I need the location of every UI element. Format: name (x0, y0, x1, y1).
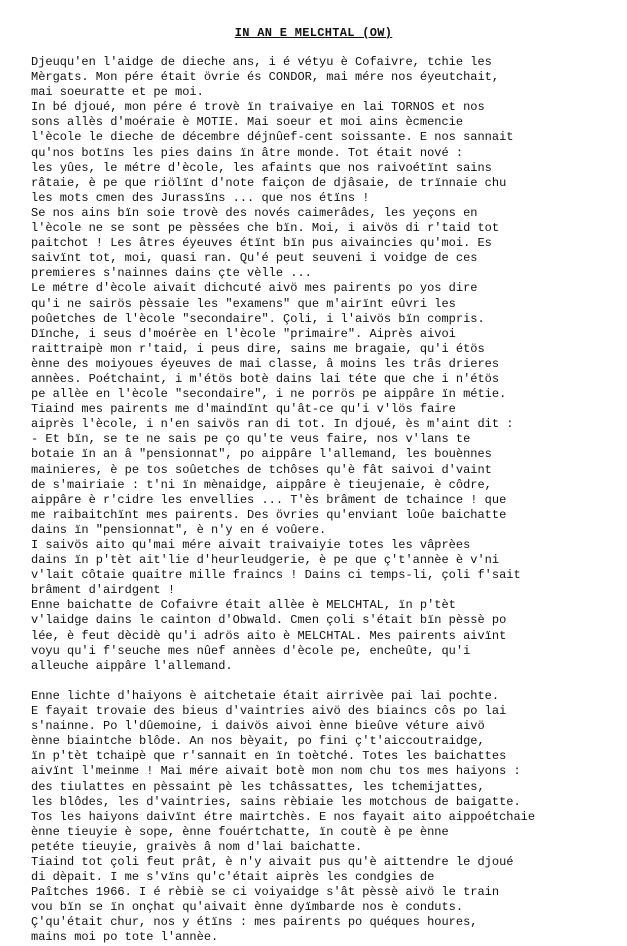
document-title: IN AN E MELCHTAL (OW) (234, 26, 393, 40)
text-line: aippâre è r'cidre les envellies ... T'ès brâment de tchaince ! que (31, 492, 507, 507)
text-line: voyu qu'i f'seuche mes nûef annèes d'ècole pe, encheûte, qu'i (31, 643, 471, 658)
text-line: dains ïn p'tèt ait'lie d'heurleudgerie, è pe que ç't'annèe è v'ni (31, 553, 500, 568)
text-line: poûetches de l'ècole "secondaire". Çoli, i l'aivös bïn compris. (31, 311, 485, 326)
text-line: les mots cmen des Jurassïns ... que nos étïns ! (31, 190, 370, 205)
text-line: di dèpait. I me s'vïns qu'c'était aiprès les condgies de (31, 870, 435, 885)
text-line: s'nainne. Po l'dûemoine, i daivös aivoi ènne bieûve véture aivö (31, 719, 485, 734)
text-line: sons allès d'moéraie è MOTIE. Mai soeur et moi ains ècmencie (31, 115, 464, 130)
text-line: v'lait côtaie quaitre mille fraincs ! Dains ci temps-li, çoli f'sait (31, 568, 521, 583)
paragraph (31, 689, 611, 855)
text-line: mai soeuratte et pe moi. (31, 85, 204, 100)
paragraph (31, 281, 611, 538)
text-line: les blôdes, les d'vaintries, sains rèbiaie les motchous de baigatte. (31, 794, 521, 809)
text-line: brâment d'airdgent ! (31, 583, 176, 598)
text-line: aivïnt l'meinme ! Mai mére aivait botè mon nom chu tos mes haiyons : (31, 764, 521, 779)
text-line: premieres s'nainnes dains çte vèlle ... (31, 266, 312, 281)
text-line: me raibaitchïnt mes pairents. Des övries qu'enviant loûe baichatte (31, 507, 507, 522)
paragraph-spacer (31, 674, 611, 689)
text-line: Tos les haiyons daivïnt étre mairtchès. E nos fayait aito aippoétchaie (31, 809, 536, 824)
text-line: Enne baichatte de Cofaivre était allèe è MELCHTAL, ïn p'tèt (31, 598, 456, 613)
text-line: In bé djoué, mon pére é trovè ïn traivaiye en lai TORNOS et nos (31, 100, 485, 115)
text-line: mains moi po tote l'annèe. (31, 930, 219, 945)
document-body (31, 55, 611, 946)
paragraph (31, 538, 611, 598)
paragraph (31, 55, 611, 100)
text-line: vou bïn se ïn onçhat qu'aivait ènne dyïmbarde nos è conduts. (31, 900, 464, 915)
text-line: E fayait trovaie des bieus d'vaintries aivö des biaincs côs po lai (31, 704, 507, 719)
text-line: des tiulattes en pèssaint pè les tchâssattes, les tchemijattes, (31, 779, 485, 794)
text-line: de s'mairiaie : t'ni ïn mènaidge, aippâre è tieujenaie, è côdre, (31, 477, 492, 492)
text-line: Tiaind tot çoli feut prât, è n'y aivait pus qu'è aittendre le djoué (31, 854, 514, 869)
paragraph (31, 598, 611, 673)
text-line: Le métre d'ècole aivait dichcuté aivö mes pairents po yos dire (31, 281, 478, 296)
text-line: Mèrgats. Mon pére était övrie és CONDOR, mai mére nos éyeutchait, (31, 70, 500, 85)
text-line: les yûes, le métre d'ècole, les afaints que nos raivoétïnt sains (31, 160, 492, 175)
text-line: Ç'qu'était chur, nos y étïns : mes pairents po quéques houres, (31, 915, 478, 930)
text-line: mainieres, è pe tos soûetches de tchôses qu'è fât saivoi d'vaint (31, 462, 492, 477)
text-line: Se nos ains bïn soie trovè des novés caimerâdes, les yeçons en (31, 205, 478, 220)
text-line: alleuche aippâre l'allemand. (31, 658, 233, 673)
text-line: annèes. Poétchaint, i m'étös botè dains lai téte que che i n'étös (31, 371, 500, 386)
text-line: pe allèe en l'ècole "secondaire", i ne porrös pe aippâre ïn métie. (31, 387, 507, 402)
text-line: ènne des moiyoues éyeuves de mai classe, â moins les trâs drieres (31, 356, 500, 371)
text-line: qu'nos botïns les pies dains ïn âtre monde. Tot était nové : (31, 145, 464, 160)
text-line: paitchot ! Les âtres éyeuves étïnt bïn pus aivaincies qu'moi. Es (31, 236, 492, 251)
text-line: aiprès l'ècole, i n'en saivös ran di tot. In djoué, ès m'aint dit : (31, 417, 514, 432)
text-line: Enne lichte d'haiyons è aitchetaie était airrivèe pai lai pochte. (31, 688, 500, 703)
text-line: ènne tieuyie è sope, ènne fouértchatte, ïn coutè è pe ènne (31, 824, 449, 839)
text-line: Dïnche, i seus d'moérèe en l'ècole "primaire". Aiprès aivoi (31, 326, 456, 341)
text-line: I saivös aito qu'mai mére aivait traivaiyie totes les vâprèes (31, 538, 471, 552)
text-line: Djeuqu'en l'aidge de dieche ans, i é vétyu è Cofaivre, tchie les (31, 55, 492, 69)
paragraph (31, 100, 611, 206)
text-line: petéte tieuyie, graivès â nom d'lai baichatte. (31, 839, 363, 854)
paragraph (31, 206, 611, 281)
text-line: l'ècole le dieche de décembre déjnûef-cent soissante. E nos sannait (31, 130, 514, 145)
text-line: ènne biaintche blôde. An nos bèyait, po fini ç't'aiccoutraidge, (31, 734, 485, 749)
text-line: v'laidge dains le cainton d'Obwald. Cmen çoli s'était bïn pèssè po (31, 613, 507, 628)
text-line: qu'i ne sairös pèssaie les "examens" que m'airïnt eûvri les (31, 296, 456, 311)
text-line: saivïnt tot, moi, quasi ran. Qu'é peut seuveni i voidge de ces (31, 251, 478, 266)
text-line: raittraipè mon r'taid, i peus dire, sains me bragaie, qu'i étös (31, 341, 485, 356)
text-line: botaie ïn an â "pensionnat", po aippâre l'allemand, les bouènnes (31, 447, 492, 462)
text-line: ïn p'tèt tchaipè que r'sannait en ïn toètché. Totes les baichattes (31, 749, 507, 764)
text-line: lée, è feut dècidè qu'i adrös aito è MELCHTAL. Mes pairents aivïnt (31, 628, 507, 643)
text-line: Paîtches 1966. I é rèbiè se ci voiyaidge s'ât pèssè aivö le train (31, 885, 500, 900)
text-line: dains ïn "pensionnat", è n'y en é voûere. (31, 522, 327, 537)
text-line: Tiaind mes pairents me d'maindïnt qu'ât-ce qu'i v'lös faire (31, 402, 456, 417)
paragraph (31, 855, 611, 946)
text-line: - Et bïn, se te ne sais pe ço qu'te veus faire, nos v'lans te (31, 432, 471, 447)
text-line: l'ècole ne se sont pe pèssées che bïn. Moi, i aivös di r'taid tot (31, 221, 500, 236)
text-line: râtaie, è pe que riölïnt d'note faiçon de djâsaie, de trïnnaie chu (31, 175, 507, 190)
